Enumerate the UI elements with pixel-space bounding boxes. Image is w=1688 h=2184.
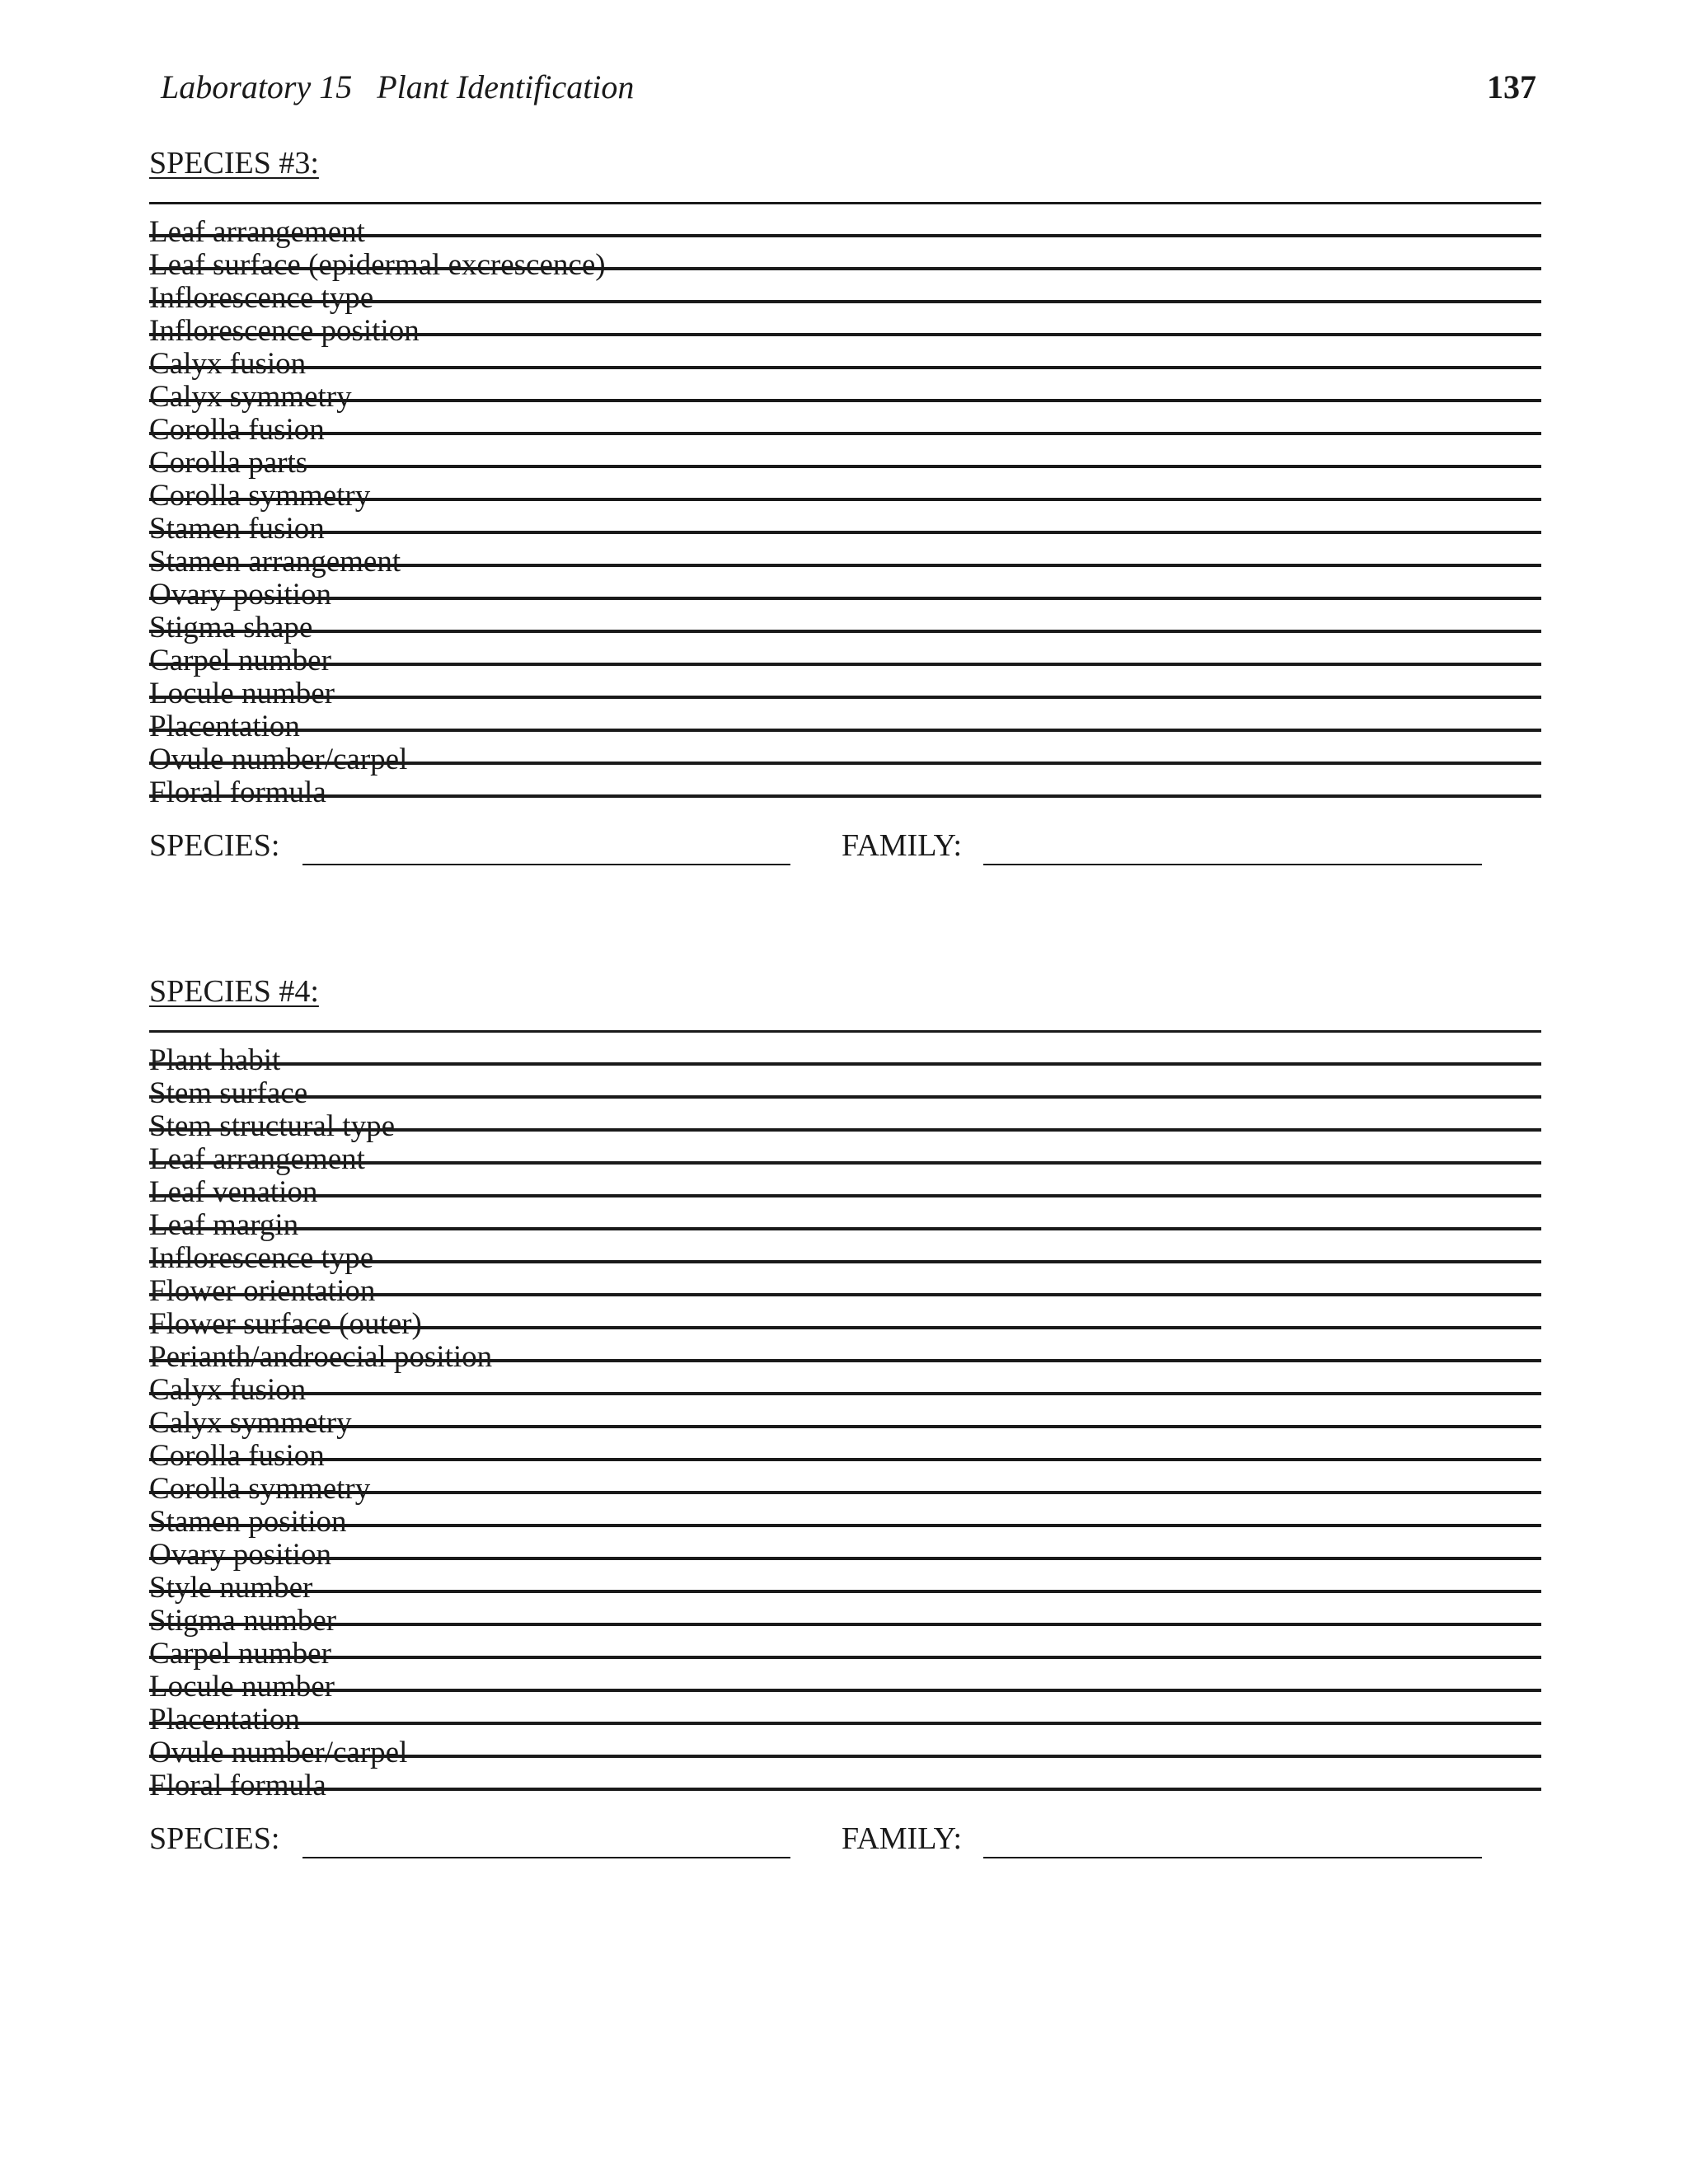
field-row[interactable] bbox=[149, 1132, 1541, 1176]
running-head bbox=[161, 64, 634, 110]
field-row[interactable] bbox=[149, 237, 1541, 282]
field-label: Calyx symmetry bbox=[149, 380, 352, 414]
field-label: Inflorescence position bbox=[149, 314, 420, 348]
field-label: Stamen arrangement bbox=[149, 545, 401, 579]
field-row[interactable] bbox=[149, 1099, 1541, 1143]
field-row[interactable] bbox=[149, 303, 1541, 348]
field-label: Stem structural type bbox=[149, 1109, 395, 1143]
field-label: Flower surface (outer) bbox=[149, 1307, 422, 1341]
field-label: Ovary position bbox=[149, 578, 331, 612]
field-label: Ovary position bbox=[149, 1538, 331, 1572]
species-heading: SPECIES #4: bbox=[149, 974, 319, 1009]
field-label: Locule number bbox=[149, 677, 335, 710]
field-label: Locule number bbox=[149, 1670, 335, 1704]
field-row[interactable] bbox=[149, 732, 1541, 776]
field-label: Ovule number/carpel bbox=[149, 743, 408, 776]
identification-line bbox=[149, 823, 1541, 869]
field-label: Calyx fusion bbox=[149, 1373, 307, 1407]
species-label: SPECIES: bbox=[149, 1821, 280, 1856]
field-row[interactable] bbox=[149, 468, 1541, 513]
family-label: FAMILY: bbox=[842, 1821, 963, 1856]
page-number: 137 bbox=[1487, 68, 1536, 105]
field-row[interactable] bbox=[149, 270, 1541, 315]
field-row[interactable] bbox=[149, 336, 1541, 381]
field-row[interactable] bbox=[149, 1197, 1541, 1242]
field-row[interactable] bbox=[149, 1593, 1541, 1638]
field-label: Corolla parts bbox=[149, 446, 308, 480]
field-row[interactable] bbox=[149, 1725, 1541, 1769]
field-row[interactable] bbox=[149, 1165, 1541, 1209]
field-row[interactable] bbox=[149, 1659, 1541, 1704]
field-label: Stigma shape bbox=[149, 611, 313, 644]
field-label: Floral formula bbox=[149, 1769, 326, 1802]
field-row[interactable] bbox=[149, 1362, 1541, 1407]
field-label: Leaf venation bbox=[149, 1175, 318, 1209]
species-answer-blank[interactable] bbox=[302, 1857, 790, 1858]
field-row[interactable] bbox=[149, 1296, 1541, 1341]
field-row[interactable] bbox=[149, 666, 1541, 710]
field-label: Calyx symmetry bbox=[149, 1406, 352, 1440]
field-row[interactable] bbox=[149, 402, 1541, 447]
field-row[interactable] bbox=[149, 1527, 1541, 1572]
field-label: Calyx fusion bbox=[149, 347, 307, 381]
field-label: Stigma number bbox=[149, 1604, 337, 1638]
field-label: Carpel number bbox=[149, 1637, 331, 1671]
field-label: Corolla fusion bbox=[149, 413, 325, 447]
field-row[interactable] bbox=[149, 534, 1541, 579]
field-row[interactable] bbox=[149, 1461, 1541, 1506]
field-label: Placentation bbox=[149, 1703, 300, 1736]
field-label: Leaf margin bbox=[149, 1208, 299, 1242]
field-row[interactable] bbox=[149, 1560, 1541, 1605]
field-label: Stem surface bbox=[149, 1076, 308, 1110]
field-row[interactable] bbox=[149, 1494, 1541, 1539]
field-label: Inflorescence type bbox=[149, 281, 374, 315]
field-label: Stamen fusion bbox=[149, 512, 325, 546]
field-label: Placentation bbox=[149, 710, 300, 743]
field-label: Corolla symmetry bbox=[149, 479, 371, 513]
field-label: Carpel number bbox=[149, 644, 331, 677]
field-row[interactable] bbox=[149, 699, 1541, 743]
field-row[interactable] bbox=[149, 1329, 1541, 1374]
field-row[interactable] bbox=[149, 369, 1541, 414]
field-row[interactable] bbox=[149, 633, 1541, 677]
field-label: Corolla symmetry bbox=[149, 1472, 371, 1506]
species-label: SPECIES: bbox=[149, 828, 280, 863]
field-row[interactable] bbox=[149, 1395, 1541, 1440]
field-label: Flower orientation bbox=[149, 1274, 376, 1308]
field-row[interactable] bbox=[149, 765, 1541, 809]
lab-title: Plant Identification bbox=[377, 68, 635, 105]
field-label: Corolla fusion bbox=[149, 1439, 325, 1473]
field-row[interactable] bbox=[149, 1626, 1541, 1671]
field-row[interactable] bbox=[149, 1428, 1541, 1473]
field-row[interactable] bbox=[149, 1033, 1541, 1077]
field-row[interactable] bbox=[149, 567, 1541, 612]
field-row[interactable] bbox=[149, 1230, 1541, 1275]
field-label: Leaf arrangement bbox=[149, 215, 365, 249]
field-row[interactable] bbox=[149, 600, 1541, 644]
family-answer-blank[interactable] bbox=[983, 864, 1482, 865]
field-row[interactable] bbox=[149, 435, 1541, 480]
field-label: Leaf surface (epidermal excrescence) bbox=[149, 248, 606, 282]
identification-line bbox=[149, 1816, 1541, 1862]
field-label: Inflorescence type bbox=[149, 1241, 374, 1275]
field-label: Floral formula bbox=[149, 776, 326, 809]
field-row[interactable] bbox=[149, 1692, 1541, 1736]
field-label: Stamen position bbox=[149, 1505, 347, 1539]
field-label: Leaf arrangement bbox=[149, 1142, 365, 1176]
field-label: Plant habit bbox=[149, 1043, 281, 1077]
family-label: FAMILY: bbox=[842, 828, 963, 863]
field-row[interactable] bbox=[149, 501, 1541, 546]
field-label: Ovule number/carpel bbox=[149, 1736, 408, 1769]
field-row[interactable] bbox=[149, 1758, 1541, 1802]
field-label: Perianth/androecial position bbox=[149, 1340, 493, 1374]
field-row[interactable] bbox=[149, 204, 1541, 249]
lab-number: Laboratory 15 bbox=[161, 68, 353, 105]
field-row[interactable] bbox=[149, 1263, 1541, 1308]
field-label: Style number bbox=[149, 1571, 313, 1605]
species-answer-blank[interactable] bbox=[302, 864, 790, 865]
field-row[interactable] bbox=[149, 1066, 1541, 1110]
family-answer-blank[interactable] bbox=[983, 1857, 1482, 1858]
species-heading: SPECIES #3: bbox=[149, 146, 319, 180]
